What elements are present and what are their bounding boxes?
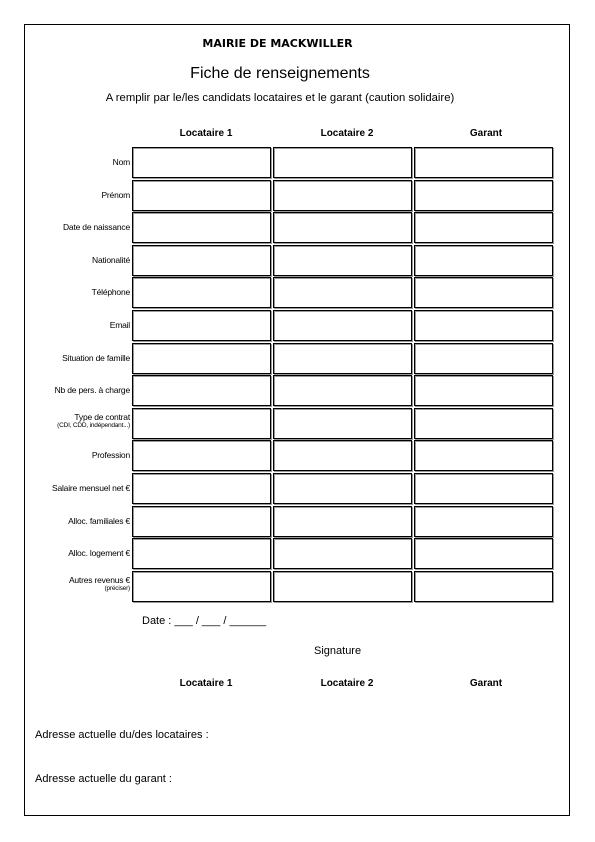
input-cell-garant[interactable] (414, 310, 553, 341)
input-cell-locataire-1[interactable] (132, 571, 271, 602)
row-label-text: Date de naissance (62, 222, 130, 233)
input-cell-garant[interactable] (414, 506, 553, 537)
signature-label: Signature (314, 645, 362, 657)
row-label-text: Alloc. familiales € (68, 515, 130, 526)
input-cell-locataire-1[interactable] (132, 147, 271, 178)
row-label-text: Nom (112, 157, 130, 167)
input-cell-garant[interactable] (414, 277, 553, 308)
row-label (113, 157, 130, 167)
input-cell-garant[interactable] (414, 440, 553, 471)
row-label (68, 516, 130, 526)
column-header-garant: Garant (469, 128, 503, 139)
input-cell-locataire-2[interactable] (273, 212, 412, 243)
input-cell-locataire-1[interactable] (132, 245, 271, 276)
input-cell-locataire-1[interactable] (132, 408, 271, 439)
row-label (52, 483, 130, 493)
input-cell-locataire-1[interactable] (132, 473, 271, 504)
address-locataires-label: Adresse actuelle du/des locataires : (35, 729, 209, 741)
input-cell-locataire-2[interactable] (273, 375, 412, 406)
mairie-title: MAIRIE DE MACKWILLER (202, 37, 353, 50)
row-label-note: (préciser) (104, 584, 130, 592)
form-title: Fiche de renseignements (190, 65, 370, 82)
signature-locataire-2: Locataire 2 (320, 678, 374, 689)
input-cell-garant[interactable] (414, 180, 553, 211)
input-cell-garant[interactable] (414, 571, 553, 602)
input-cell-locataire-1[interactable] (132, 440, 271, 471)
row-label-text: Prénom (101, 189, 130, 200)
column-header-locataire-2: Locataire 2 (320, 128, 374, 139)
row-label (110, 320, 130, 330)
row-label (92, 255, 130, 265)
input-cell-locataire-1[interactable] (132, 277, 271, 308)
row-label (101, 190, 130, 200)
input-cell-garant[interactable] (414, 538, 553, 569)
input-cell-locataire-2[interactable] (273, 571, 412, 602)
row-label (92, 450, 130, 460)
input-cell-locataire-2[interactable] (273, 473, 412, 504)
column-header-locataire-1: Locataire 1 (179, 128, 233, 139)
input-cell-locataire-2[interactable] (273, 440, 412, 471)
input-cell-garant[interactable] (414, 245, 553, 276)
row-label-text: Profession (91, 450, 130, 461)
row-label-text: Email (109, 320, 130, 330)
input-cell-garant[interactable] (414, 473, 553, 504)
input-cell-locataire-2[interactable] (273, 180, 412, 211)
date-line: Date : ___ / ___ / ______ (142, 615, 267, 627)
input-cell-garant[interactable] (414, 375, 553, 406)
signature-garant: Garant (469, 678, 503, 689)
input-cell-locataire-2[interactable] (273, 245, 412, 276)
row-label (57, 412, 130, 429)
input-cell-locataire-2[interactable] (273, 277, 412, 308)
row-label-text: Nationalité (92, 254, 130, 265)
input-cell-locataire-1[interactable] (132, 375, 271, 406)
input-cell-locataire-1[interactable] (132, 506, 271, 537)
input-cell-locataire-2[interactable] (273, 343, 412, 374)
input-cell-locataire-2[interactable] (273, 147, 412, 178)
address-garant-label: Adresse actuelle du garant : (35, 773, 172, 785)
input-cell-locataire-1[interactable] (132, 538, 271, 569)
input-cell-locataire-2[interactable] (273, 310, 412, 341)
row-label (55, 385, 130, 395)
row-label-text: Autres revenus € (68, 574, 130, 585)
row-label (62, 353, 130, 363)
row-label-text: Téléphone (91, 287, 130, 298)
row-label-text: Alloc. logement € (68, 548, 130, 559)
input-cell-garant[interactable] (414, 147, 553, 178)
row-label (68, 548, 130, 558)
row-label-text: Nb de pers. à charge (54, 385, 130, 396)
input-cell-garant[interactable] (414, 212, 553, 243)
row-label-note: (CDI, CDD, indépendant...) (57, 421, 130, 429)
input-cell-garant[interactable] (414, 343, 553, 374)
row-label (92, 287, 130, 297)
row-label-text: Situation de famille (62, 352, 130, 363)
row-label-text: Salaire mensuel net € (51, 483, 130, 493)
input-cell-locataire-2[interactable] (273, 408, 412, 439)
input-cell-locataire-1[interactable] (132, 310, 271, 341)
row-label (63, 222, 130, 232)
input-cell-locataire-1[interactable] (132, 212, 271, 243)
input-cell-locataire-1[interactable] (132, 180, 271, 211)
input-cell-locataire-2[interactable] (273, 506, 412, 537)
input-cell-garant[interactable] (414, 408, 553, 439)
row-label-text: Type de contrat (74, 411, 130, 422)
input-cell-locataire-2[interactable] (273, 538, 412, 569)
row-label (69, 575, 130, 592)
form-subtitle: A remplir par le/les candidats locataires et le garant (caution solidaire) (105, 92, 455, 104)
signature-locataire-1: Locataire 1 (179, 678, 233, 689)
input-cell-locataire-1[interactable] (132, 343, 271, 374)
